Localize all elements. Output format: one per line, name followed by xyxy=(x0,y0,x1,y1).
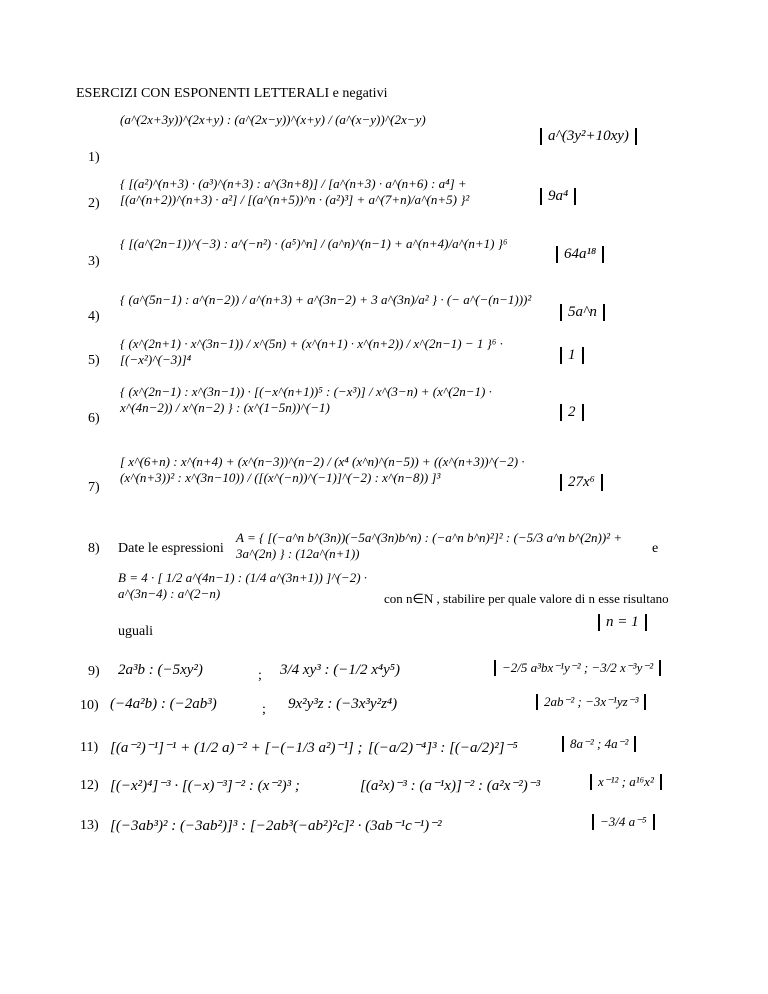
problem-number: 8) xyxy=(88,541,100,556)
exercise-right-expression: 9x²y³z : (−3x³y²z⁴) xyxy=(288,696,398,712)
exercise-answer: x⁻¹² ; a¹⁶x² xyxy=(590,774,662,790)
exercise-answer: 5a^n xyxy=(560,304,605,321)
problem-tail-text: uguali xyxy=(118,624,153,639)
exercise-number: 12) xyxy=(80,778,99,793)
exercise-answer: 64a¹⁸ xyxy=(556,246,604,263)
exercise-right-expression: [(a²x)⁻³ : (a⁻¹x)]⁻² : (a²x⁻²)⁻³ xyxy=(360,778,541,794)
conjunction-text: e xyxy=(652,541,659,556)
exercise-number: 3) xyxy=(88,254,100,269)
problem-lead-text: Date le espressioni xyxy=(118,541,224,556)
problem-answer: n = 1 xyxy=(598,614,647,631)
condition-text: con n∈N , stabilire per quale valore di n esse risultano xyxy=(384,591,669,606)
exercise-answer: 2 xyxy=(560,404,584,421)
exercise-number: 1) xyxy=(88,150,100,165)
exercise-left-expression: [(a⁻²)⁻¹]⁻¹ + (1/2 a)⁻² + [−(−1/3 a²)⁻¹] ; xyxy=(110,740,363,756)
exercise-answer: 2ab⁻² ; −3x⁻¹yz⁻³ xyxy=(536,694,646,710)
exercise-right-expression: [(−a/2)⁻⁴]³ : [(−a/2)²]⁻⁵ xyxy=(368,740,518,756)
exercise-answer: 8a⁻² ; 4a⁻² xyxy=(562,736,636,752)
exercise-number: 10) xyxy=(80,698,99,713)
exercise-number: 4) xyxy=(88,309,100,324)
exercise-left-expression: 2a³b : (−5xy²) xyxy=(118,662,203,678)
exercise-answer: a^(3y²+10xy) xyxy=(540,128,637,145)
expression-b: B = 4 · [ 1/2 a^(4n−1) : (1/4 a^(3n+1)) ]^(−2) · a^(3n−4) : a^(2−n) xyxy=(118,570,368,601)
exercise-left-expression: [(−3ab³)² : (−3ab²)]³ : [−2ab³(−ab²)²c]² · (3ab⁻¹c⁻¹)⁻² xyxy=(110,818,442,834)
exercise-left-expression: (−4a²b) : (−2ab³) xyxy=(110,696,217,712)
exercise-expression: { (a^(5n−1) : a^(n−2)) / a^(n+3) + a^(3n−2) + 3 a^(3n)/a² } · (− a^(−(n−1)))² xyxy=(120,292,532,307)
exercise-answer: 1 xyxy=(560,347,584,364)
exercise-number: 7) xyxy=(88,480,100,495)
page-title: ESERCIZI CON ESPONENTI LETTERALI e negativi xyxy=(76,86,388,101)
exercise-answer: 27x⁶ xyxy=(560,474,603,491)
exercise-expression: { (x^(2n+1) · x^(3n−1)) / x^(5n) + (x^(n+1) · x^(n+2)) / x^(2n−1) − 1 }⁶ · [(−x²)^(−3)]⁴ xyxy=(120,336,503,367)
exercise-number: 2) xyxy=(88,196,100,211)
exercise-number: 9) xyxy=(88,664,100,679)
exercise-expression: { [(a^(2n−1))^(−3) : a^(−n²) · (a⁵)^n] / (a^n)^(n−1) + a^(n+4)/a^(n+1) }⁶ xyxy=(120,236,508,251)
separator: ; xyxy=(262,702,266,717)
expression-a: A = { [(−a^n b^(3n))(−5a^(3n)b^n) : (−a^n b^n)²]² : (−5/3 a^n b^(2n))² + 3a^(2n) } : (12a^(n+1)) xyxy=(236,530,623,561)
exercise-expression: [ x^(6+n) : x^(n+4) + (x^(n−3))^(n−2) / (x⁴ (x^n)^(n−5)) + ((x^(n+3))^(−2) · (x^(n+3))² : x^(3n−10)) / ([(x^(−n))^(−1)]^(−2) : x^(n−8)) ]³ xyxy=(120,454,525,485)
exercise-expression: { (x^(2n−1) : x^(3n−1)) · [(−x^(n+1))⁵ : (−x³)] / x^(3−n) + (x^(2n−1) · x^(4n−2)) / x^(n−2) } : (x^(1−5n))^(−1) xyxy=(120,384,492,415)
exercise-number: 6) xyxy=(88,411,100,426)
exercise-answer: −3/4 a⁻⁵ xyxy=(592,814,655,830)
exercise-right-expression: 3/4 xy³ : (−1/2 x⁴y⁵) xyxy=(280,662,400,678)
exercise-answer: 9a⁴ xyxy=(540,188,576,205)
separator: ; xyxy=(258,668,262,683)
exercise-expression: (a^(2x+3y))^(2x+y) : (a^(2x−y))^(x+y) / (a^(x−y))^(2x−y) xyxy=(120,112,426,127)
exercise-number: 5) xyxy=(88,353,100,368)
exercise-number: 11) xyxy=(80,740,99,755)
exercise-expression: { [(a²)^(n+3) · (a³)^(n+3) : a^(3n+8)] / [a^(n+3) · a^(n+6) : a⁴] + [(a^(n+2))^(n+3) · a²] / [(a^(n+5))^n · (a²)³] + a^(7+n)/a^(n+5) }² xyxy=(120,176,470,207)
exercise-answer: −2/5 a³bx⁻¹y⁻² ; −3/2 x⁻³y⁻² xyxy=(494,660,661,676)
exercise-left-expression: [(−x²)⁴]⁻³ · [(−x)⁻³]⁻² : (x⁻²)³ ; xyxy=(110,778,300,794)
exercise-number: 13) xyxy=(80,818,99,833)
